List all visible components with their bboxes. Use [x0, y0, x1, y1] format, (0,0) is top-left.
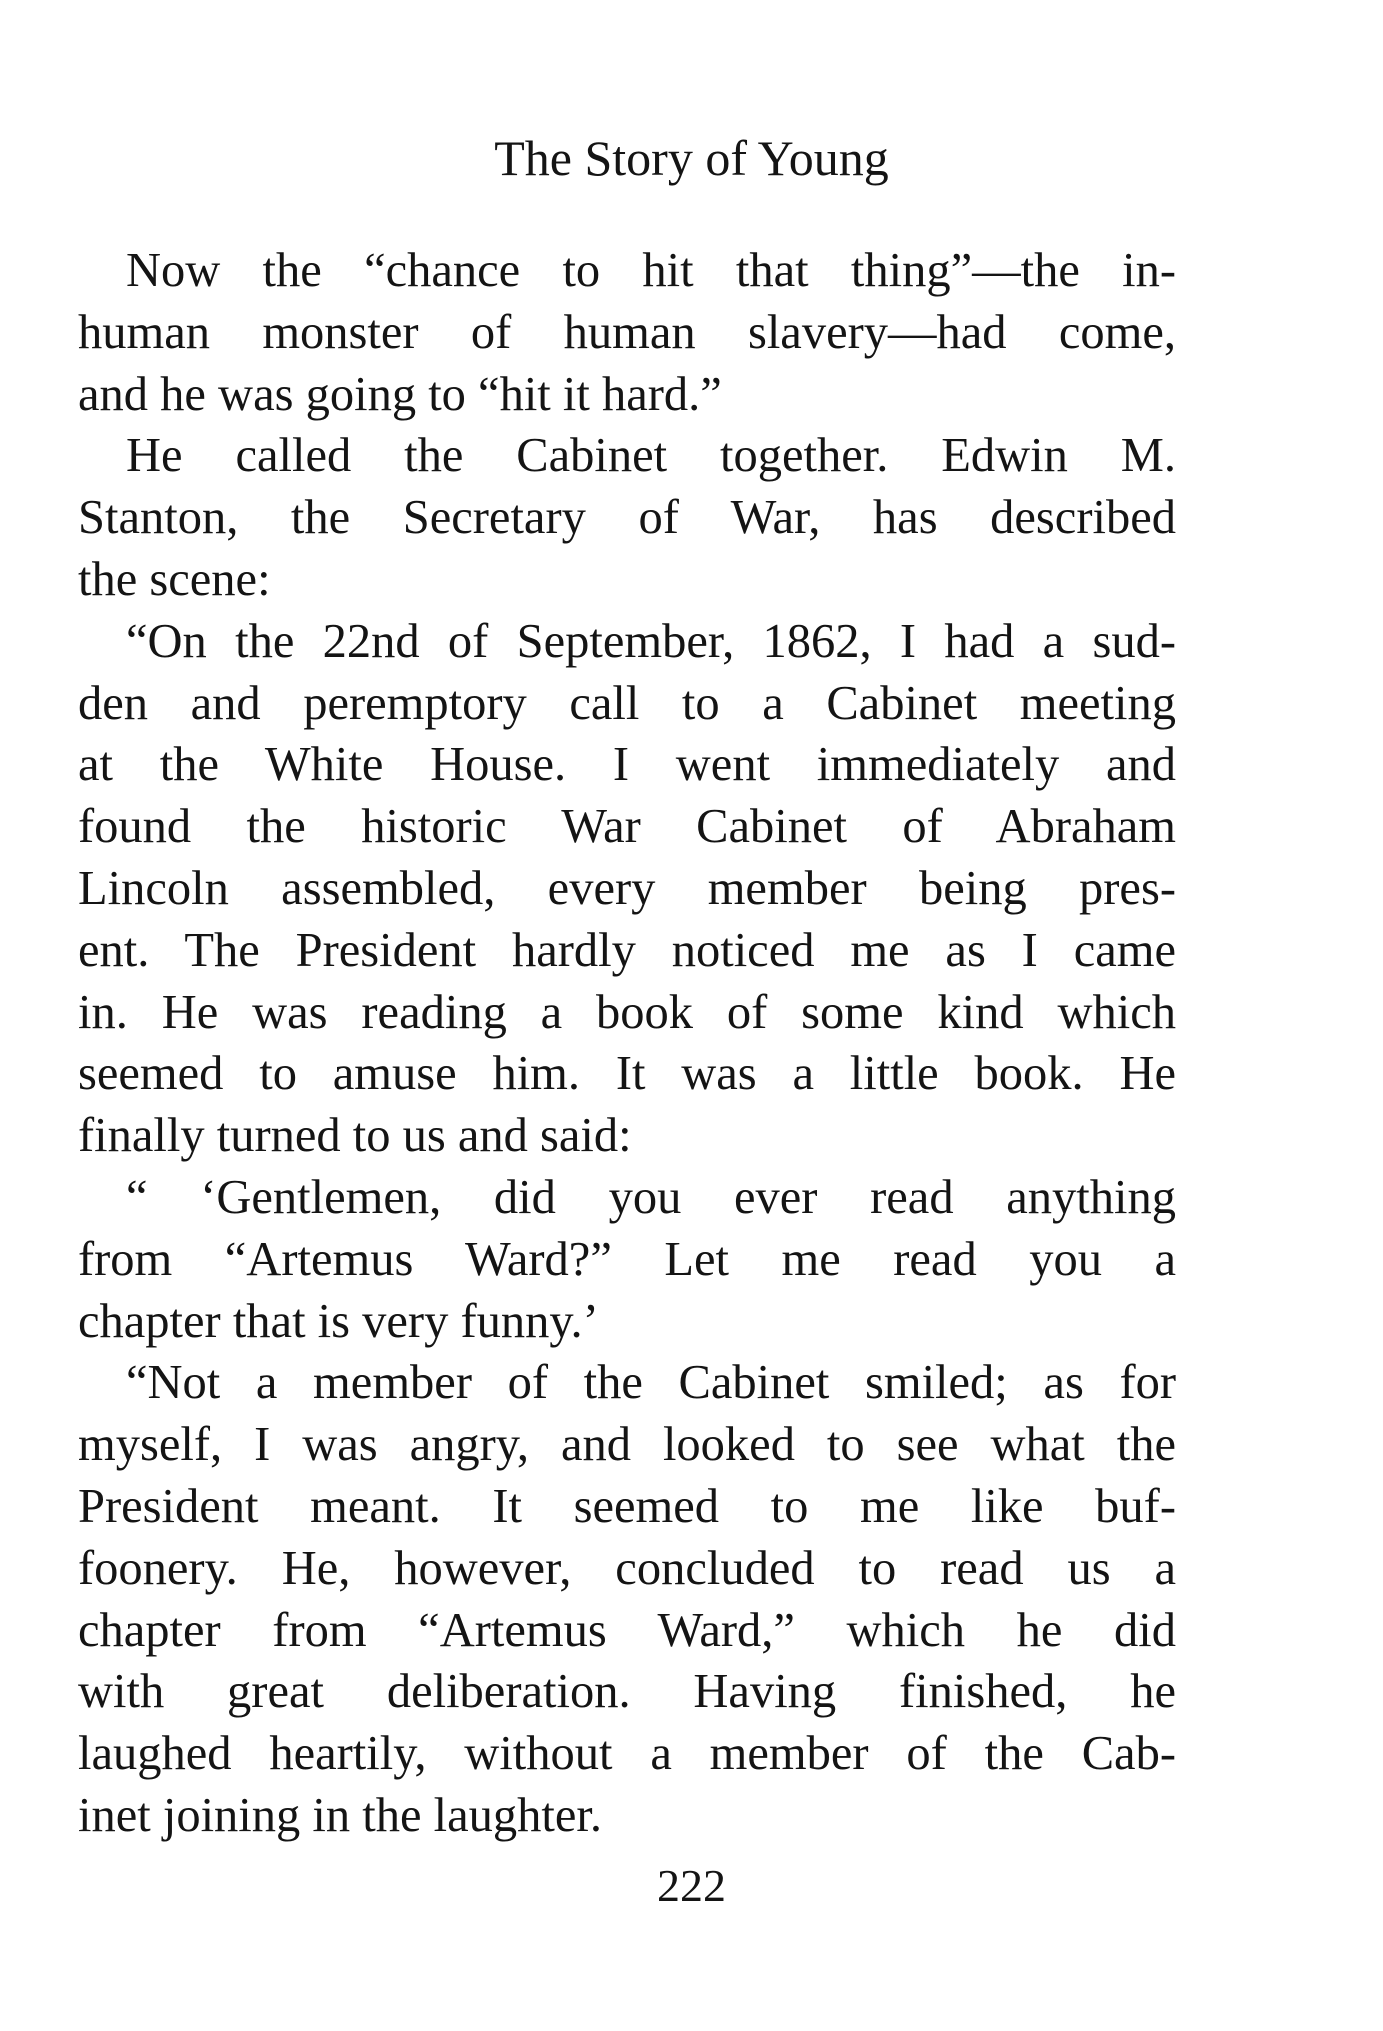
text-line: President meant. It seemed to me like buf-	[78, 1479, 1176, 1533]
text-line: from “Artemus Ward?” Let me read you a	[78, 1232, 1176, 1286]
text-line: den and peremptory call to a Cabinet meeting	[78, 676, 1176, 730]
text-line: finally turned to us and said:	[78, 1109, 632, 1163]
text-line: found the historic War Cabinet of Abraham	[78, 800, 1176, 854]
text-line: with great deliberation. Having finished, he	[78, 1665, 1176, 1719]
text-line: Now the “chance to hit that thing”—the in-	[126, 244, 1176, 297]
body-text	[78, 240, 1176, 1847]
text-line: “Not a member of the Cabinet smiled; as for	[126, 1356, 1176, 1410]
text-line: He called the Cabinet together. Edwin M.	[126, 429, 1176, 483]
text-line: laughed heartily, without a member of the Cab-	[78, 1727, 1176, 1781]
text-line: human monster of human slavery—had come,	[78, 305, 1176, 359]
page-number: 222	[657, 1860, 726, 1911]
text-line: chapter from “Artemus Ward,” which he did	[78, 1603, 1176, 1657]
text-line: Lincoln assembled, every member being pres-	[78, 861, 1176, 915]
text-line: in. He was reading a book of some kind which	[78, 985, 1176, 1039]
text-line: “ ‘Gentlemen, did you ever read anything	[126, 1170, 1176, 1224]
text-line: “On the 22nd of September, 1862, I had a sud-	[126, 614, 1176, 668]
text-line: inet joining in the laughter.	[78, 1788, 602, 1842]
text-line: the scene:	[78, 552, 271, 606]
text-line: chapter that is very funny.’	[78, 1294, 599, 1348]
text-line: seemed to amuse him. It was a little book. He	[78, 1047, 1176, 1101]
text-line: myself, I was angry, and looked to see what the	[78, 1418, 1176, 1472]
running-head: The Story of Young	[494, 130, 889, 186]
text-line: foonery. He, however, concluded to read us a	[78, 1541, 1176, 1595]
text-line: and he was going to “hit it hard.”	[78, 367, 722, 421]
text-line: Stanton, the Secretary of War, has described	[78, 491, 1176, 545]
text-line: at the White House. I went immediately and	[78, 738, 1176, 792]
text-line: ent. The President hardly noticed me as I came	[78, 923, 1176, 977]
